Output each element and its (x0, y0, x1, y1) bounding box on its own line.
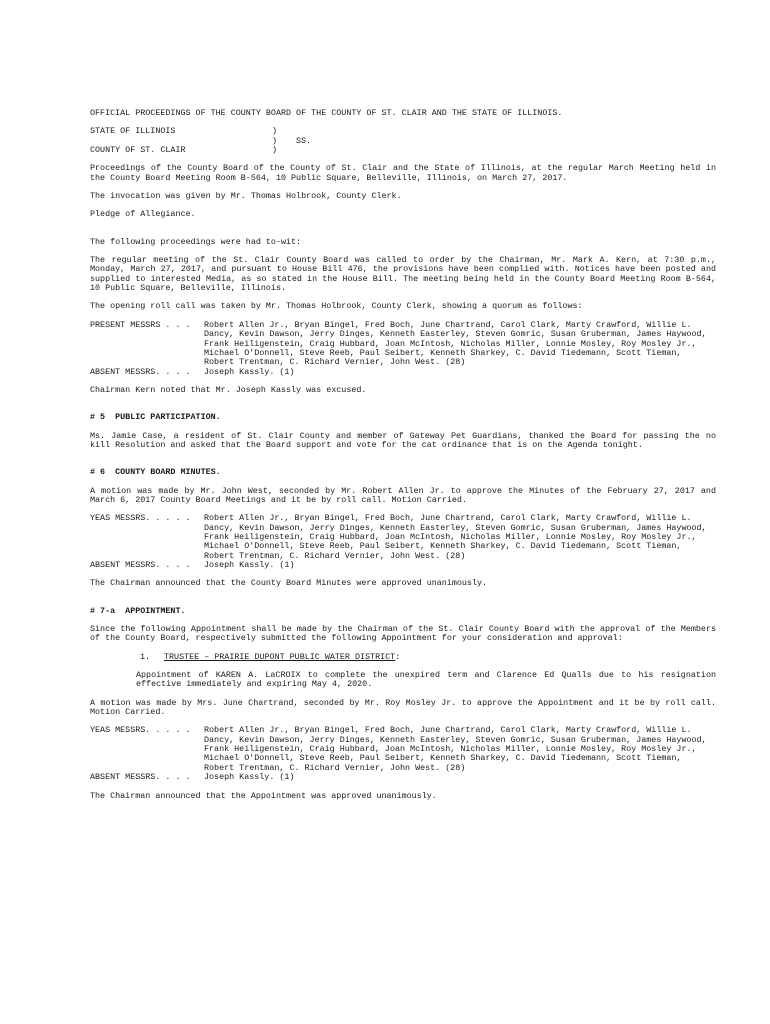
venue-caption (90, 127, 311, 155)
proceedings-intro: The following proceedings were had to-wit: (90, 236, 302, 247)
minutes-motion: A motion was made by Mr. John West, seconded by Mr. Robert Allen Jr. to approve the Minutes of the February 27, 2017 and March 6, 2017 County Board Meetings and it be by roll call. Motion Carried. (90, 485, 716, 505)
roll-call-intro: The opening roll call was taken by Mr. Thomas Holbrook, County Clerk, showing a quorum as follows: (90, 301, 583, 312)
appointment-item (90, 653, 716, 662)
public-participation-paragraph: Ms. Jamie Case, a resident of St. Clair County and member of Gateway Pet Guardians, thanked the Board for passing the no kill Resolution and asked that the Board support and vote for the cat ordinance that is on the Agenda tonight. (90, 430, 716, 450)
item-colon: : (395, 651, 401, 662)
document-title: OFFICIAL PROCEEDINGS OF THE COUNTY BOARD OF THE COUNTY OF ST. CLAIR AND THE STATE OF ILLINOIS. (90, 108, 563, 118)
roll-call-label: PRESENT MESSRS . . . (90, 319, 191, 330)
opening-roll-call (90, 321, 716, 377)
absent-names: Joseph Kassly. (1) (204, 560, 295, 570)
invocation-paragraph: The invocation was given by Mr. Thomas Holbrook, County Clerk. (90, 191, 402, 202)
caption-county: COUNTY OF ST. CLAIR (90, 145, 186, 156)
intro-paragraph: Proceedings of the County Board of the County of St. Clair and the State of Illinois, at the regular March Meeting held in the County Board Meeting Room B-564, 10 Public Square, Belleville, Illinois, on March 27, 2017. (90, 163, 716, 183)
section-heading: # 7-a APPOINTMENT. (90, 605, 186, 616)
item-number: 1. (140, 651, 151, 662)
caption-ss: SS. (296, 135, 312, 146)
item-title: TRUSTEE – PRAIRIE DUPONT PUBLIC WATER DISTRICT (164, 651, 396, 662)
yeas-label: YEAS MESSRS. . . . . (90, 725, 191, 736)
pledge-paragraph: Pledge of Allegiance. (90, 209, 196, 220)
roll-call-names: Robert Allen Jr., Bryan Bingel, Fred Boch, June Chartrand, Carol Clark, Marty Crawford, Willie L. Dancy, Kevin Dawson, Jerry Dinges, Kenneth Easterley, Steven Gomric, Susan Gruberman, James Haywood, Frank Heiligenstein, Craig Hubbard, Joan McIntosh, Nicholas Miller, Lonnie Mosley, Roy Mosley Jr., Michael O'Donnell, Steve Reeb, Paul Seibert, Kenneth Sharkey, C. David Tiedemann, Scott Tieman, Robert Trentman, C. Richard Vernier, John West. (28) (204, 319, 707, 368)
caption-paren: ) (272, 145, 278, 156)
absent-label: ABSENT MESSRS. . . . (90, 366, 191, 377)
appointment-roll-call (90, 726, 716, 782)
caption-state: STATE OF ILLINOIS (90, 126, 176, 137)
appointment-intro: Since the following Appointment shall be made by the Chairman of the St. Clair County Board with the approval of the Members of the County Board, respectively submitted the following Appointment for your consideration and approval: (90, 624, 716, 644)
call-to-order-paragraph: The regular meeting of the St. Clair County Board was called to order by the Chairman, Mr. Mark A. Kern, at 7:30 p.m., Monday, March 27, 2017, and pursuant to House Bill 476, the provisions have been complied with. Notices have been posted and supplied to interested Media, as so stated in the House Bill. The meeting being held in the County Board Meeting Room B-564, 10 Public Square, Belleville, Illinois. (90, 255, 716, 294)
minutes-roll-call (90, 514, 716, 570)
appointment-motion: A motion was made by Mrs. June Chartrand, seconded by Mr. Roy Mosley Jr. to approve the Appointment and it be by roll call. Motion Carried. (90, 697, 716, 718)
yeas-names: Robert Allen Jr., Bryan Bingel, Fred Boch, June Chartrand, Carol Clark, Marty Crawford, Willie L. Dancy, Kevin Dawson, Jerry Dinges, Kenneth Easterley, Steven Gomric, Susan Gruberman, James Haywood, Frank Heiligenstein, Craig Hubbard, Joan McIntosh, Nicholas Miller, Lonnie Mosley, Roy Mosley Jr., Michael O'Donnell, Steve Reeb, Paul Seibert, Kenneth Sharkey, C. David Tiedemann, Scott Tieman, Robert Trentman, C. Richard Vernier, John West. (28) (204, 513, 707, 561)
absent-label: ABSENT MESSRS. . . . (90, 772, 191, 783)
yeas-names: Robert Allen Jr., Bryan Bingel, Fred Boch, June Chartrand, Carol Clark, Marty Crawford, Willie L. Dancy, Kevin Dawson, Jerry Dinges, Kenneth Easterley, Steven Gomric, Susan Gruberman, James Haywood, Frank Heiligenstein, Craig Hubbard, Joan McIntosh, Nicholas Miller, Lonnie Mosley, Roy Mosley Jr., Michael O'Donnell, Steve Reeb, Paul Seibert, Kenneth Sharkey, C. David Tiedemann, Scott Tieman, Robert Trentman, C. Richard Vernier, John West. (28) (204, 725, 707, 773)
absent-label: ABSENT MESSRS. . . . (90, 560, 191, 570)
appointment-body: Appointment of KAREN A. LaCROIX to complete the unexpired term and Clarence Ed Qualls due to his resignation effective immediately and expiring May 4, 2020. (136, 670, 716, 690)
section-heading: # 6 COUNTY BOARD MINUTES. (90, 467, 221, 478)
caption-paren: ) (272, 126, 278, 137)
document-page (90, 105, 716, 801)
caption-paren: ) (272, 135, 278, 146)
section-heading: # 5 PUBLIC PARTICIPATION. (90, 412, 221, 423)
appointment-result: The Chairman announced that the Appointment was approved unanimously. (90, 790, 437, 801)
excused-note: Chairman Kern noted that Mr. Joseph Kassly was excused. (90, 384, 367, 395)
absent-names: Joseph Kassly. (1) (204, 772, 295, 783)
minutes-result: The Chairman announced that the County Board Minutes were approved unanimously. (90, 578, 488, 589)
yeas-label: YEAS MESSRS. . . . . (90, 513, 191, 524)
absent-names: Joseph Kassly. (1) (204, 366, 295, 377)
